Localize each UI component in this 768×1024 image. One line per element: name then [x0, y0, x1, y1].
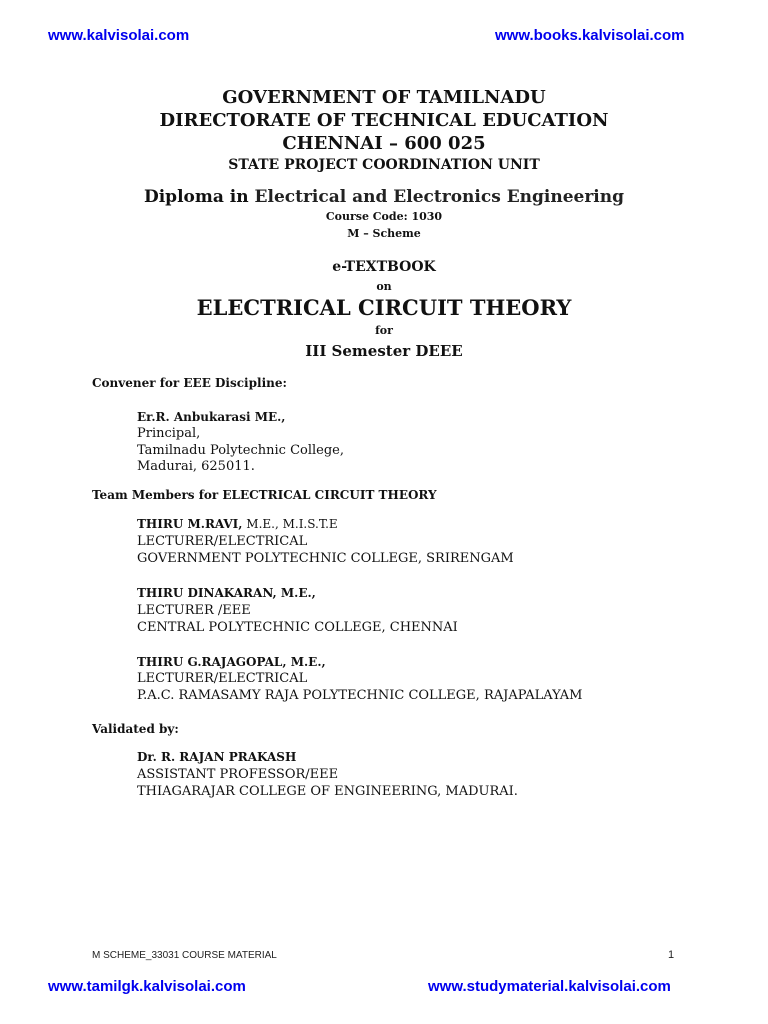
diploma-prefix: Diploma in [143, 187, 249, 207]
convener-label: Convener for EEE Discipline: [92, 376, 287, 390]
team-member-college: CENTRAL POLYTECHNIC COLLEGE, CHENNAI [137, 620, 458, 635]
team-member-college: P.A.C. RAMASAMY RAJA POLYTECHNIC COLLEGE, RAJAPALAYAM [137, 688, 583, 703]
on-label: on [376, 280, 392, 293]
for-label: for [375, 324, 393, 337]
convener-name: Er.R. Anbukarasi ME., [137, 410, 286, 424]
team-member-role: LECTURER/ELECTRICAL [137, 534, 308, 549]
convener-line: Tamilnadu Polytechnic College, [137, 443, 344, 458]
semester: III Semester DEEE [305, 342, 463, 360]
header-left-link[interactable]: www.kalvisolai.com [48, 27, 190, 44]
convener-line: Principal, [137, 426, 201, 441]
scheme: M – Scheme [347, 227, 421, 240]
page-number: 1 [668, 949, 675, 961]
team-member-name: THIRU G.RAJAGOPAL, M.E., [137, 655, 326, 669]
convener-line: Madurai, 625011. [137, 459, 255, 474]
directorate-title: DIRECTORATE OF TECHNICAL EDUCATION [159, 110, 609, 131]
footer-course-material: M SCHEME_33031 COURSE MATERIAL [92, 950, 277, 961]
team-member-name: THIRU M.RAVI, M.E., M.I.S.T.E [137, 517, 338, 531]
course-code: Course Code: 1030 [325, 210, 443, 223]
unit-title: STATE PROJECT COORDINATION UNIT [228, 157, 540, 173]
validator-label: Validated by: [92, 722, 179, 736]
book-title: ELECTRICAL CIRCUIT THEORY [196, 295, 572, 320]
etextbook-label: e-TEXTBOOK [332, 259, 436, 275]
diploma-subject: Electrical and Electronics Engineering [254, 187, 625, 207]
diploma-line [0, 187, 768, 207]
city-title: CHENNAI – 600 025 [282, 133, 486, 154]
header-right-link[interactable]: www.books.kalvisolai.com [495, 27, 685, 44]
validator-name: Dr. R. RAJAN PRAKASH [137, 750, 297, 764]
team-member-college: GOVERNMENT POLYTECHNIC COLLEGE, SRIRENGAM [137, 551, 514, 566]
validator-college: THIAGARAJAR COLLEGE OF ENGINEERING, MADURAI. [137, 784, 518, 799]
team-member-role: LECTURER /EEE [137, 603, 251, 618]
team-member-role: LECTURER/ELECTRICAL [137, 671, 308, 686]
gov-title: GOVERNMENT OF TAMILNADU [222, 87, 546, 108]
footer-left-link[interactable]: www.tamilgk.kalvisolai.com [48, 978, 246, 995]
team-label: Team Members for ELECTRICAL CIRCUIT THEORY [92, 488, 437, 502]
validator-role: ASSISTANT PROFESSOR/EEE [137, 767, 339, 782]
footer-right-link[interactable]: www.studymaterial.kalvisolai.com [428, 978, 671, 995]
team-member-name: THIRU DINAKARAN, M.E., [137, 586, 316, 600]
